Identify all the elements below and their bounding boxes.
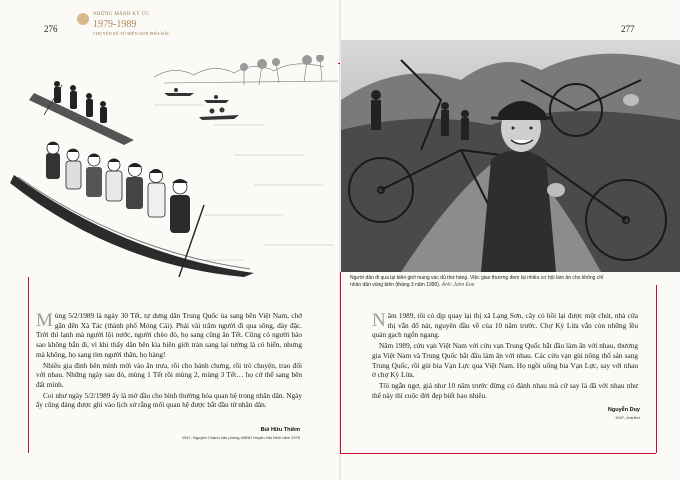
left-author-name: Bùi Hữu Thiêm <box>260 427 300 433</box>
right-author-note: 1947, nhà thơ <box>615 415 640 420</box>
right-text-column <box>372 311 638 401</box>
book-header <box>77 12 227 38</box>
right-author-name: Nguyễn Duy <box>607 407 640 413</box>
right-page-number: 277 <box>621 24 635 34</box>
left-paragraph-1 <box>36 311 302 360</box>
photo-caption <box>350 275 610 288</box>
border-trader-photo <box>341 40 680 272</box>
left-text-column <box>36 311 302 411</box>
right-paragraph-1-text: ăm 1989, tôi có dịp quay lại thị xã Lạng Sơn, cây cỏ hồi lại được một chút, nhà cửa thị vẫn đổ nát, nguyên đầu về của 10 năm trước. Chợ Kỳ Lừa vẫn còn những lều quán gạch ngổn ngang. <box>372 311 638 340</box>
book-title-line1: NHỮNG MẢNH KÝ ỨC <box>93 12 150 17</box>
book-title-years: 1979-1989 <box>93 19 137 30</box>
photo-caption-credit: Ảnh: John Eve <box>441 281 475 288</box>
right-paragraph-1 <box>372 311 638 340</box>
frame-line-middle <box>340 272 341 453</box>
left-paragraph-1-text: ùng 5/2/1989 là ngày 30 Tết, tự dưng dân Trung Quốc ùa sang bên Việt Nam, chở gần đến Xà Tác (thành phố Móng Cái). Phải vài trăm người đi qua sông, dày đặc. Trời thì lạnh mà người lội nước, người chèo đò, họ sang cũng ăn Tết. Cũng có người bảo sao không bắn đi, vì khi thấy dân bên kia biên giới tràn sang lại tưởng là có biến, nhưng mà không, họ sang tìm người thân, họ hàng! <box>36 311 302 359</box>
left-page-number: 276 <box>44 24 58 34</box>
photo-caption-text: Người dân đi qua lại biên giới mang vác đủ thứ hàng. Việc giao thương đem lại nhiều cơ hội làm ăn cho không chỉ nhân dân vùng biên (tháng 3 năm 1990). <box>350 275 604 288</box>
left-drop-cap: M <box>36 310 53 331</box>
river-boats-illustration <box>4 55 338 277</box>
left-paragraph-2: Nhiều gia đình bên mình mời vào ăn trưa, rồi cho bánh chưng, rồi trò chuyện, trao đổi với nhau. Những ngày sau đó, mùng 1 Tết rồi mùng 2, mùng 3 Tết… họ cứ thế sang bên đất mình. <box>36 360 302 389</box>
book-title-subtitle: CHUYỆN KỂ TỪ BIÊN GIỚI PHÍA BẮC <box>93 31 171 36</box>
frame-line-right <box>656 285 657 453</box>
frame-line-bottom-right <box>340 453 656 454</box>
left-paragraph-3: Coi như ngày 5/2/1989 ấy là mở đầu cho bình thường hóa quan hệ trong nhân dân. Ngày ấy cũng đáng được ghi vào lịch sử rằng mối quan hệ được bắt đầu từ nhân dân. <box>36 390 302 410</box>
right-drop-cap: N <box>372 310 386 331</box>
right-paragraph-3: Tôi ngẫn ngơ, giá như 10 năm trước đừng có đánh nhau mà cứ say là đã với nhau như thế này thì cuộc đời đẹp biết bao nhiêu. <box>372 380 638 400</box>
book-logo-icon <box>77 13 89 25</box>
left-author-note: 1947, Nguyên Chánh văn phòng UBND Huyện Hải Ninh năm 1979 <box>181 435 300 440</box>
right-paragraph-2: Năm 1989, cửu vạn Việt Nam với cửu vạn Trung Quốc bắt đầu làm ăn với nhau, thương gia Việt Nam và Trung Quốc bắt đầu làm ăn với nhau. Các cửu vạn gùi nông thổ sản sang Trung Quốc, rồi gùi bia Vạn Lực qua Việt Nam. Họ ngồi uống bia Vạn Lực, say với nhau ở chợ Kỳ Lừa. <box>372 341 638 380</box>
